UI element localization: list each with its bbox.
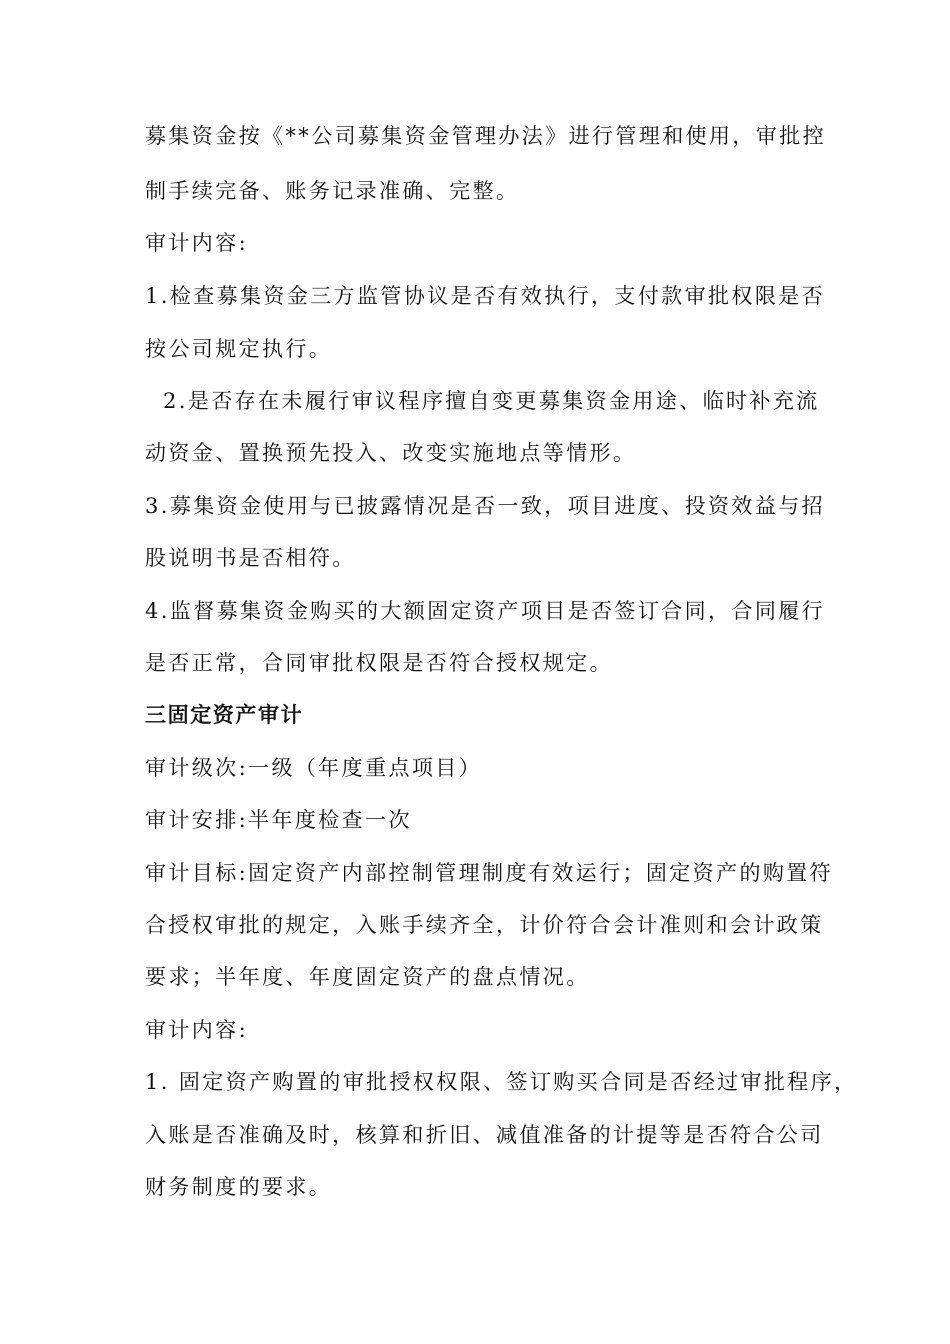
list-item-1-line-1: 1.检查募集资金三方监管协议是否有效执行，支付款审批权限是否 [145, 284, 826, 308]
audit-schedule: 审计安排:半年度检查一次 [145, 808, 412, 832]
audit-objective-line-1: 审计目标:固定资产内部控制管理制度有效运行；固定资产的购置符 [145, 861, 834, 885]
audit-level: 审计级次:一级（年度重点项目） [145, 756, 483, 780]
list-item-3-line-1: 3.募集资金使用与已披露情况是否一致，项目进度、投资效益与招 [145, 494, 826, 518]
list-item-2-line-2: 动资金、置换预先投入、改变实施地点等情形。 [145, 441, 637, 465]
paragraph-line-1: 募集资金按《**公司募集资金管理办法》进行管理和使用，审批控 [145, 124, 826, 148]
paragraph-line-2: 制手续完备、账务记录准确、完整。 [145, 179, 520, 203]
section-label-audit-content-2: 审计内容: [145, 1018, 249, 1042]
fixed-assets-item-1-line-3: 财务制度的要求。 [145, 1175, 333, 1199]
fixed-assets-item-1-line-1: 1. 固定资产购置的审批授权权限、签订购买合同是否经过审批程序， [145, 1070, 858, 1094]
section-heading-fixed-assets: 三固定资产审计 [145, 703, 304, 727]
fixed-assets-item-1-line-2: 入账是否准确及时，核算和折旧、减值准备的计提等是否符合公司 [145, 1123, 824, 1147]
section-label-audit-content: 审计内容: [145, 231, 249, 255]
list-item-4-line-2: 是否正常，合同审批权限是否符合授权规定。 [145, 651, 613, 675]
list-item-4-line-1: 4.监督募集资金购买的大额固定资产项目是否签订合同，合同履行 [145, 599, 826, 623]
audit-objective-line-2: 合授权审批的规定，入账手续齐全，计价符合会计准则和会计政策 [145, 913, 824, 937]
list-item-2-line-1: 2.是否存在未履行审议程序擅自变更募集资金用途、临时补充流 [163, 389, 820, 413]
list-item-1-line-2: 按公司规定执行。 [145, 337, 333, 361]
audit-objective-line-3: 要求；半年度、年度固定资产的盘点情况。 [145, 965, 590, 989]
list-item-3-line-2: 股说明书是否相符。 [145, 546, 356, 570]
